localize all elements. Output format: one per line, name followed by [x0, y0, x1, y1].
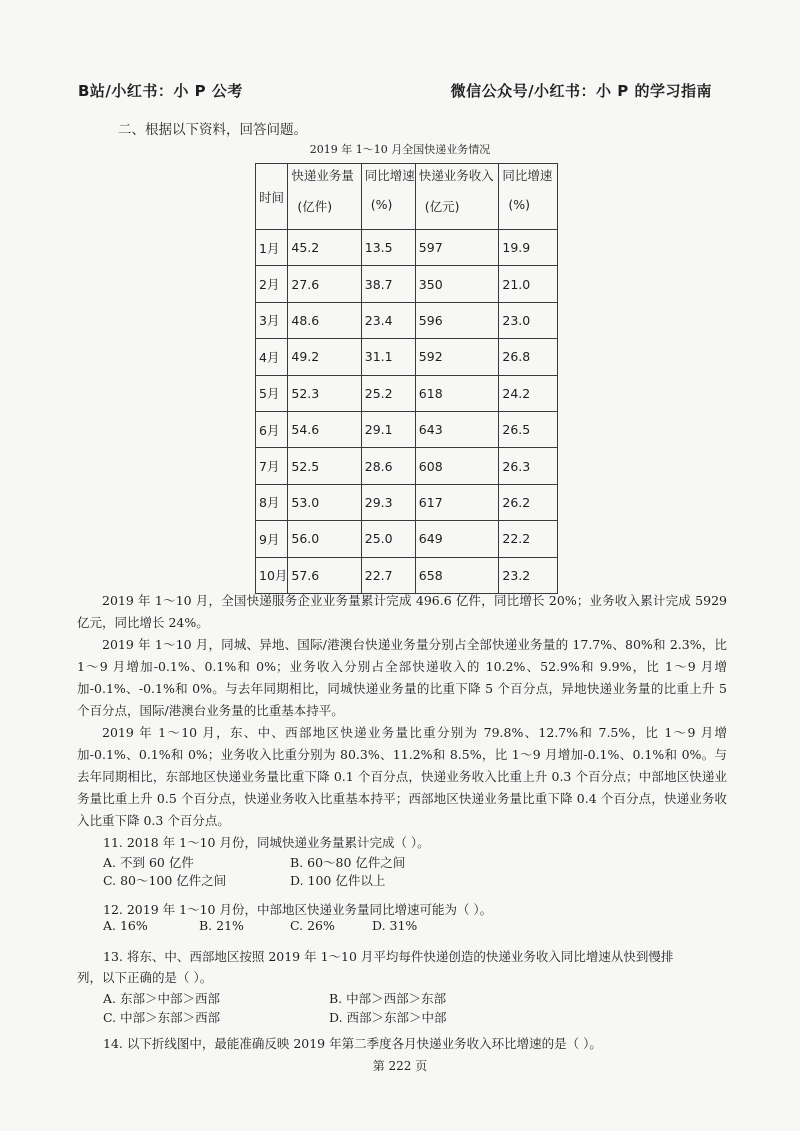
page-number: 第 222 页: [372, 1059, 428, 1073]
question-11-option-d: D. 100 亿件以上: [290, 873, 386, 888]
question-11-option-b: B. 60～80 亿件之间: [290, 855, 406, 870]
table-cell: 6月: [256, 411, 288, 447]
table-cell: 29.1: [361, 411, 415, 447]
express-data-table: [255, 163, 558, 594]
table-cell: 643: [415, 411, 499, 447]
paragraph-3: 2019 年 1～10 月，东、中、西部地区快递业务量比重分别为 79.8%、12.7%和 7.5%，比 1～9 月增加-0.1%、0.1%和 0%；业务收入比重分别为 80.3%、11.2%和 8.5%，比 1～9 月增加-0.1%、0.1%和 0%。与去年同期相比，东部地区快递业务量比重下降 0.1 个百分点，快递业务收入比重上升 0.3 个百分点；中部地区快递业务量比重上升 0.5 个百分点，快递业务收入比重基本持平；西部地区快递业务量比重下降 0.4 个百分点，快递业务收入比重下降 0.3 个百分点。: [77, 725, 727, 828]
table-cell: 24.2: [499, 375, 558, 411]
table-cell: 22.2: [499, 521, 558, 557]
header-cell-volume: 快递业务量 (亿件): [288, 164, 361, 230]
question-13-option-a: A. 东部＞中部＞西部: [103, 991, 220, 1006]
table-row: [256, 230, 558, 266]
table-row: [256, 521, 558, 557]
table-row: [256, 411, 558, 447]
header-cell-volume-growth: 同比增速 (%): [361, 164, 415, 230]
header-cell-revenue-growth: 同比增速 (%): [499, 164, 558, 230]
table-cell: 3月: [256, 302, 288, 338]
table-cell: 52.5: [288, 448, 361, 484]
table-cell: 596: [415, 302, 499, 338]
table-cell: 21.0: [499, 266, 558, 302]
table-cell: 22.7: [361, 557, 415, 593]
header-right: 微信公众号/小红书：小 P 的学习指南: [450, 82, 712, 100]
question-13-stem-line1: 13. 将东、中、西部地区按照 2019 年 1～10 月平均每件快递创造的快递业务收入同比增速从快到慢排: [103, 949, 674, 964]
table-cell: 23.2: [499, 557, 558, 593]
question-12-stem: 12. 2019 年 1～10 月份，中部地区快递业务量同比增速可能为（ ）。: [103, 902, 493, 917]
table-cell: 23.0: [499, 302, 558, 338]
table-cell: 27.6: [288, 266, 361, 302]
table-cell: 45.2: [288, 230, 361, 266]
table-cell: 597: [415, 230, 499, 266]
table-cell: 26.5: [499, 411, 558, 447]
table-cell: 8月: [256, 484, 288, 520]
table-cell: 28.6: [361, 448, 415, 484]
table-cell: 25.2: [361, 375, 415, 411]
table-row: [256, 448, 558, 484]
table-row: [256, 557, 558, 593]
table-body: [256, 230, 558, 594]
table-cell: 56.0: [288, 521, 361, 557]
table-cell: 57.6: [288, 557, 361, 593]
table-cell: 5月: [256, 375, 288, 411]
table-cell: 608: [415, 448, 499, 484]
table-cell: 26.3: [499, 448, 558, 484]
table-cell: 649: [415, 521, 499, 557]
paragraph-1: 2019 年 1～10 月，全国快递服务企业业务量累计完成 496.6 亿件，同比增长 20%；业务收入累计完成 5929 亿元，同比增长 24%。: [77, 593, 727, 630]
paragraph-2: 2019 年 1～10 月，同城、异地、国际/港澳台快递业务量分别占全部快递业务量的 17.7%、80%和 2.3%，比 1～9 月增加-0.1%、0.1%和 0%；业务收入分别占全部快递收入的 10.2%、52.9%和 9.9%，比 1～9 月增加-0.1%、-0.1%和 0%。与去年同期相比，同城快递业务量的比重下降 5 个百分点，异地快递业务量的比重上升 5 个百分点，国际/港澳台业务量的比重基本持平。: [77, 637, 727, 718]
question-14-stem: 14. 以下折线图中，最能准确反映 2019 年第二季度各月快递业务收入环比增速的是（ ）。: [103, 1036, 602, 1051]
question-13-option-b: B. 中部＞西部＞东部: [329, 991, 447, 1006]
table-cell: 29.3: [361, 484, 415, 520]
table-title: 2019 年 1～10 月全国快递业务情况: [309, 143, 491, 156]
table-row: [256, 302, 558, 338]
table-cell: 2月: [256, 266, 288, 302]
header-left: B站/小红书：小 P 公考: [78, 82, 243, 100]
question-12-option-a: A. 16%: [103, 918, 148, 933]
table-cell: 48.6: [288, 302, 361, 338]
table-cell: 4月: [256, 339, 288, 375]
question-13-stem-line2: 列，以下正确的是（ ）。: [77, 970, 213, 985]
header-cell-revenue: 快递业务收入 (亿元): [415, 164, 499, 230]
table-cell: 19.9: [499, 230, 558, 266]
question-12-option-b: B. 21%: [199, 918, 244, 933]
question-11-option-a: A. 不到 60 亿件: [103, 855, 194, 870]
question-13-option-d: D. 西部＞东部＞中部: [329, 1010, 447, 1025]
table-row: [256, 375, 558, 411]
table-cell: 26.8: [499, 339, 558, 375]
table-cell: 31.1: [361, 339, 415, 375]
question-11-stem: 11. 2018 年 1～10 月份，同城快递业务量累计完成（ ）。: [103, 835, 430, 850]
table-cell: 7月: [256, 448, 288, 484]
table-cell: 618: [415, 375, 499, 411]
table-cell: 23.4: [361, 302, 415, 338]
table-header-row: [256, 164, 558, 230]
table-row: [256, 339, 558, 375]
question-12-option-c: C. 26%: [290, 918, 335, 933]
table-cell: 10月: [256, 557, 288, 593]
table-row: [256, 266, 558, 302]
question-13-option-c: C. 中部＞东部＞西部: [103, 1010, 221, 1025]
table-cell: 9月: [256, 521, 288, 557]
table-cell: 13.5: [361, 230, 415, 266]
table-cell: 52.3: [288, 375, 361, 411]
table-cell: 49.2: [288, 339, 361, 375]
table-cell: 38.7: [361, 266, 415, 302]
table-cell: 54.6: [288, 411, 361, 447]
table-cell: 350: [415, 266, 499, 302]
table-cell: 658: [415, 557, 499, 593]
table-cell: 53.0: [288, 484, 361, 520]
table-cell: 1月: [256, 230, 288, 266]
question-12-option-d: D. 31%: [372, 918, 418, 933]
table-cell: 25.0: [361, 521, 415, 557]
section-heading: 二、根据以下资料，回答问题。: [118, 122, 307, 138]
question-11-option-c: C. 80～100 亿件之间: [103, 873, 227, 888]
table-cell: 617: [415, 484, 499, 520]
table-row: [256, 484, 558, 520]
table-cell: 592: [415, 339, 499, 375]
header-cell-time: 时间: [256, 164, 288, 230]
table-cell: 26.2: [499, 484, 558, 520]
